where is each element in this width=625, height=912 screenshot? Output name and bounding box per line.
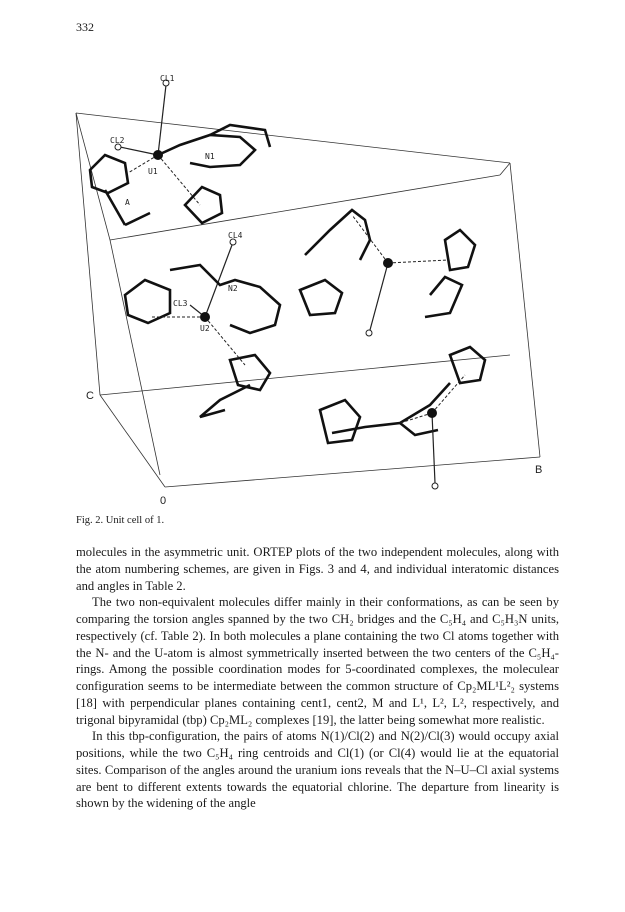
label-cl1: CL1: [160, 74, 175, 83]
unit-cell-box: [76, 113, 543, 487]
label-n2: N2: [228, 284, 238, 293]
unit-cell-figure: [70, 55, 550, 510]
figure-caption: Fig. 2. Unit cell of 1.: [76, 515, 165, 526]
axis-label-origin: 0: [160, 495, 167, 507]
body-text: [76, 544, 559, 812]
page-number: 332: [76, 20, 94, 34]
molecule-3: [300, 210, 475, 336]
molecule-1: [90, 80, 270, 225]
label-n1: N1: [205, 152, 215, 161]
label-cl4: CL4: [228, 231, 243, 240]
label-cl3: CL3: [173, 299, 188, 308]
axis-label-c: C: [86, 390, 94, 402]
label-a: A: [125, 198, 130, 207]
label-u2: U2: [200, 324, 210, 333]
paragraph-1: molecules in the asymmetric unit. ORTEP plots of the two independent molecules, along with the atom numbering schemes, are given in Figs. 3 and 4, and individual interatomic distances and angles in Table 2.: [76, 545, 559, 593]
axis-label-b: B: [535, 464, 543, 476]
paragraph-3: In this tbp-configuration, the pairs of atoms N(1)/Cl(2) and N(2)/Cl(3) would occupy axial positions, while the two C₅H₄ ring centroids and Cl(1) (or Cl(4) would lie at the equatorial sites. Comparison of the angles around the uranium ions reveals that the N–U–Cl axial systems are bent to different extents towards the equatorial chlorine. The departure from linearity is shown by the widening of the angle: [76, 729, 559, 811]
label-u1: U1: [148, 167, 158, 176]
unit-cell-drawing: [70, 55, 550, 510]
label-cl2: CL2: [110, 136, 125, 145]
paragraph-2: The two non-equivalent molecules differ mainly in their conformations, as can be seen by comparing the torsion angles spanned by the two CH₂ bridges and the C₅H₄ and C₅H₃N units, respectively (cf. Table 2). In both molecules a plane containing the two Cl atoms together with the N- and the U-atom is almost symmetrically inserted between the two centers of the C₅H₄-rings. Among the possible coordination modes for 5-coordinated complexes, the moleculear configuration seems to be intermediate between the common structure of Cp₂ML¹L²₂ systems [18] with perpendicular planes containing cent1, cent2, M and L¹, L², L², respectively, and trigonal bipyramidal (tbp) Cp₂ML₂ complexes [19], the latter being somewhat more realistic.: [76, 595, 559, 727]
